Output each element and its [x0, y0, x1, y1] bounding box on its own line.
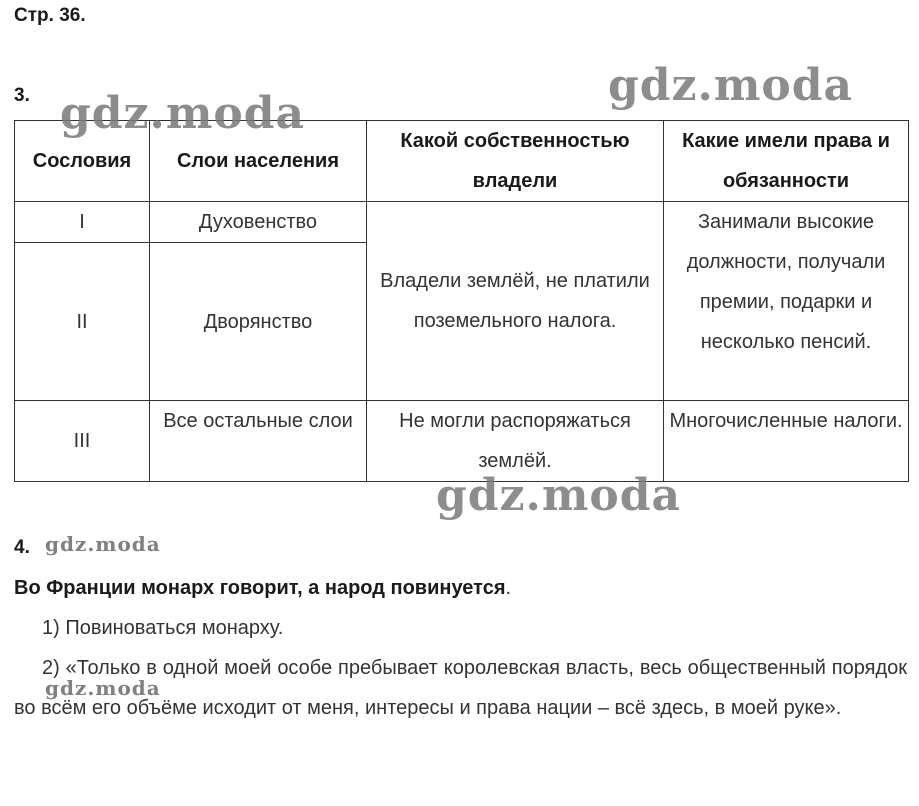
header-property: Какой собственностью владели: [367, 121, 664, 202]
task-4-number: 4.: [14, 537, 30, 558]
header-estates: Сословия: [15, 121, 150, 202]
layer-cell: Духовенство: [150, 202, 367, 243]
task-3-number: 3.: [14, 85, 30, 106]
estate-cell: III: [15, 401, 150, 482]
watermark-logo: gdz.moda: [45, 532, 161, 556]
task-4-lead-end: .: [505, 577, 512, 599]
task-4-lead-line: [14, 568, 907, 608]
page-header: Стр. 36.: [14, 5, 86, 26]
answer-2: 2) «Только в одной моей особе пребывает королевская власть, весь общественный порядок во всём его объёме исходит от меня, интересы и права нации – всё здесь, в моей руке».: [14, 657, 907, 719]
watermark-logo: gdz.moda: [608, 60, 854, 111]
property-cell: Не могли распоряжаться землёй.: [367, 401, 664, 482]
task-4-body: [14, 568, 907, 728]
estate-cell: II: [15, 243, 150, 401]
header-rights: Какие имели права и обязанности: [664, 121, 909, 202]
watermark-logo: gdz.moda: [436, 470, 682, 521]
header-layers: Слои населения: [150, 121, 367, 202]
estates-table: [14, 120, 909, 482]
watermark-logo: gdz.moda: [45, 676, 161, 700]
layer-cell: Все остальные слои: [150, 401, 367, 482]
rights-cell: Многочисленные налоги.: [664, 401, 909, 482]
task-4-lead: Во Франции монарх говорит, а народ повинуется: [14, 577, 506, 599]
watermark-logo: gdz.moda: [60, 88, 306, 139]
estate-cell: I: [15, 202, 150, 243]
answer-1: 1) Повиноваться монарху.: [42, 617, 284, 639]
property-cell: Владели землёй, не платили поземельного налога.: [367, 202, 664, 401]
rights-cell: Занимали высокие должности, получали премии, подарки и несколько пенсий.: [664, 202, 909, 401]
table-row: [15, 202, 909, 243]
layer-cell: Дворянство: [150, 243, 367, 401]
